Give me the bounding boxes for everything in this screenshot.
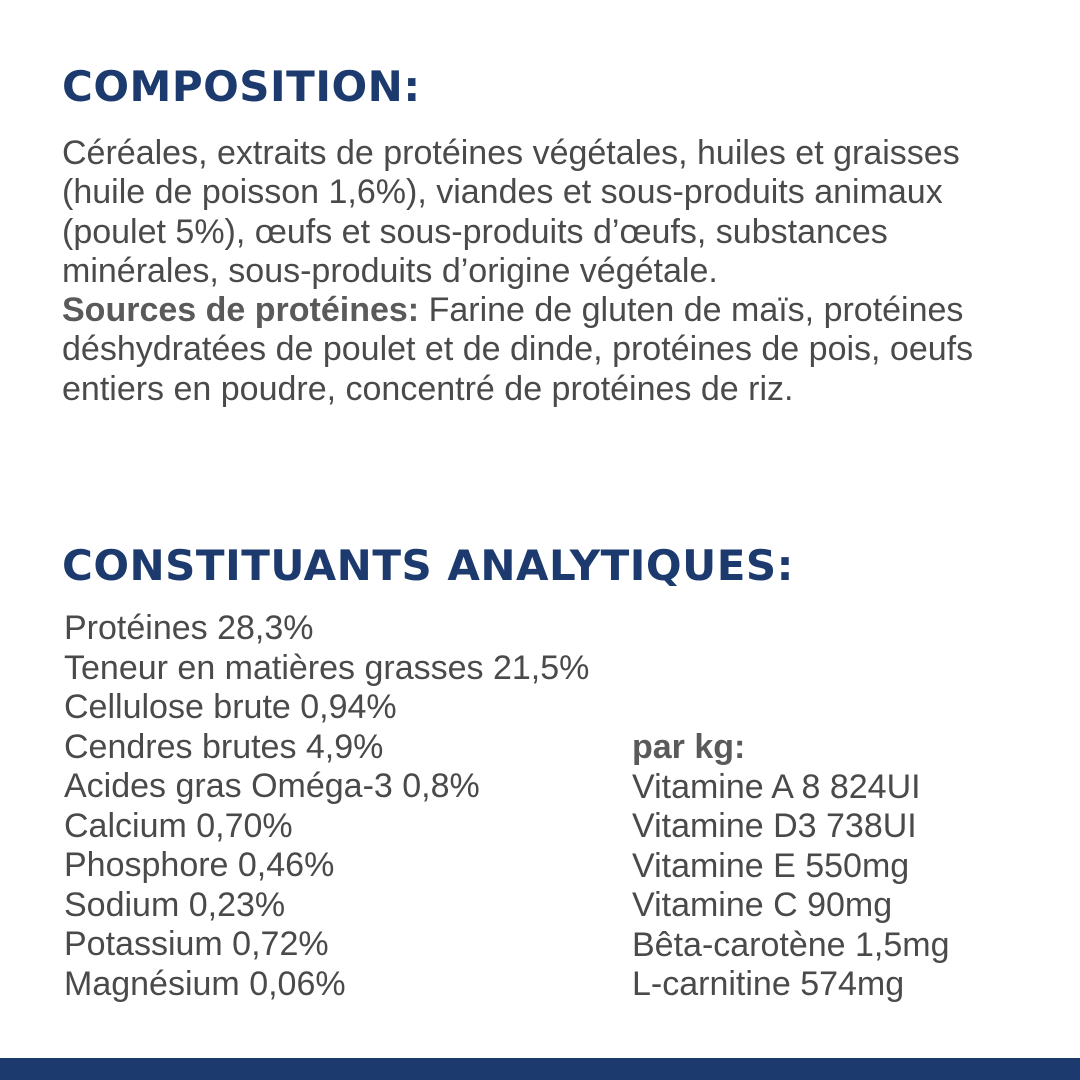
list-item: Vitamine C 90mg [632, 886, 893, 924]
composition-section [62, 134, 1052, 409]
list-item: Magnésium 0,06% [64, 964, 346, 1003]
list-item: L-carnitine 574mg [632, 965, 905, 1003]
list-item: Vitamine E 550mg [632, 846, 910, 885]
per-kg-label: par kg: [632, 728, 746, 766]
protein-sources-label: Sources de protéines: [62, 291, 420, 330]
list-item: Vitamine A 8 824UI [632, 767, 921, 806]
per-kg-list [632, 728, 950, 1005]
list-item: Phosphore 0,46% [64, 846, 335, 884]
protein-sources [62, 291, 1052, 409]
ingredients-text: Céréales, extraits de protéines végétales, huiles et graisses (huile de poisson 1,6%), viandes et sous-produits animaux (poulet 5%), œufs et sous-produits d’œufs, substances minérales, sous-produits d’origine végétale. [62, 134, 960, 290]
list-item: Calcium 0,70% [64, 806, 293, 845]
constituants-heading: CONSTITUANTS ANALYTIQUES: [62, 541, 794, 590]
list-item: Sodium 0,23% [64, 885, 286, 924]
list-item: Potassium 0,72% [64, 925, 329, 963]
list-item: Vitamine D3 738UI [632, 807, 917, 845]
analytical-constituents-list [64, 609, 589, 1004]
footer-bar [0, 1058, 1080, 1080]
list-item: Protéines 28,3% [64, 609, 314, 647]
list-item: Acides gras Oméga-3 0,8% [64, 767, 480, 805]
composition-heading: COMPOSITION: [62, 62, 421, 111]
list-item: Cellulose brute 0,94% [64, 688, 397, 726]
list-item: Teneur en matières grasses 21,5% [64, 648, 590, 687]
list-item: Cendres brutes 4,9% [64, 727, 384, 766]
protein-sources-text: Farine de gluten de maïs, protéines déshydratées de poulet et de dinde, protéines de pois, oeufs entiers en poudre, concentré de protéines de riz. [62, 291, 974, 408]
list-item: Bêta-carotène 1,5mg [632, 925, 950, 964]
